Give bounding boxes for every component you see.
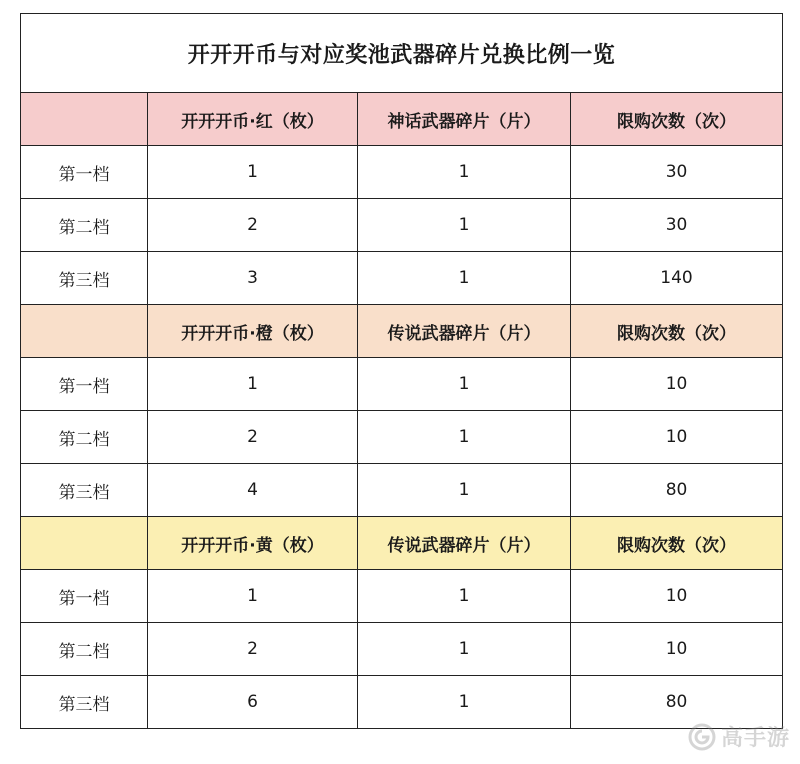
table-row: [21, 570, 783, 623]
tier-cell: 第一档: [21, 570, 148, 623]
header-cell-limit: 限购次数（次）: [571, 517, 783, 570]
fragments-cell: 1: [358, 411, 571, 464]
table-row: [21, 676, 783, 729]
coins-cell: 4: [148, 464, 358, 517]
tier-cell: 第三档: [21, 464, 148, 517]
tier-cell: 第三档: [21, 252, 148, 305]
header-cell-limit: 限购次数（次）: [571, 305, 783, 358]
exchange-table-container: [20, 13, 782, 729]
tier-cell: 第二档: [21, 623, 148, 676]
header-cell-fragments: 传说武器碎片（片）: [358, 305, 571, 358]
fragments-cell: 1: [358, 358, 571, 411]
header-cell-coins: 开开开币·红（枚）: [148, 93, 358, 146]
limit-cell: 30: [571, 199, 783, 252]
exchange-ratio-table: [20, 13, 783, 729]
gaoshouyou-logo-icon: [687, 722, 717, 752]
table-title: 开开开币与对应奖池武器碎片兑换比例一览: [21, 14, 783, 93]
table-row: [21, 199, 783, 252]
table-row: [21, 623, 783, 676]
tier-cell: 第一档: [21, 146, 148, 199]
limit-cell: 80: [571, 464, 783, 517]
limit-cell: 10: [571, 623, 783, 676]
coins-cell: 6: [148, 676, 358, 729]
tier-cell: 第二档: [21, 411, 148, 464]
section-header-row-yellow: [21, 517, 783, 570]
coins-cell: 1: [148, 146, 358, 199]
tier-cell: 第二档: [21, 199, 148, 252]
title-row: [21, 14, 783, 93]
fragments-cell: 1: [358, 623, 571, 676]
fragments-cell: 1: [358, 676, 571, 729]
fragments-cell: 1: [358, 464, 571, 517]
header-cell-fragments: 传说武器碎片（片）: [358, 517, 571, 570]
table-row: [21, 146, 783, 199]
coins-cell: 2: [148, 623, 358, 676]
coins-cell: 1: [148, 358, 358, 411]
coins-cell: 1: [148, 570, 358, 623]
coins-cell: 2: [148, 199, 358, 252]
site-watermark: [687, 721, 790, 752]
header-cell-coins: 开开开币·橙（枚）: [148, 305, 358, 358]
tier-cell: 第三档: [21, 676, 148, 729]
header-cell-coins: 开开开币·黄（枚）: [148, 517, 358, 570]
fragments-cell: 1: [358, 199, 571, 252]
coins-cell: 3: [148, 252, 358, 305]
section-header-row-red: [21, 93, 783, 146]
tier-cell: 第一档: [21, 358, 148, 411]
fragments-cell: 1: [358, 146, 571, 199]
header-cell-empty: [21, 93, 148, 146]
limit-cell: 80: [571, 676, 783, 729]
table-row: [21, 252, 783, 305]
header-cell-empty: [21, 305, 148, 358]
limit-cell: 30: [571, 146, 783, 199]
coins-cell: 2: [148, 411, 358, 464]
table-row: [21, 464, 783, 517]
limit-cell: 10: [571, 570, 783, 623]
table-row: [21, 358, 783, 411]
header-cell-limit: 限购次数（次）: [571, 93, 783, 146]
limit-cell: 10: [571, 358, 783, 411]
section-header-row-orange: [21, 305, 783, 358]
fragments-cell: 1: [358, 570, 571, 623]
header-cell-fragments: 神话武器碎片（片）: [358, 93, 571, 146]
table-row: [21, 411, 783, 464]
watermark-text: 高手游: [720, 726, 790, 751]
limit-cell: 10: [571, 411, 783, 464]
fragments-cell: 1: [358, 252, 571, 305]
header-cell-empty: [21, 517, 148, 570]
limit-cell: 140: [571, 252, 783, 305]
